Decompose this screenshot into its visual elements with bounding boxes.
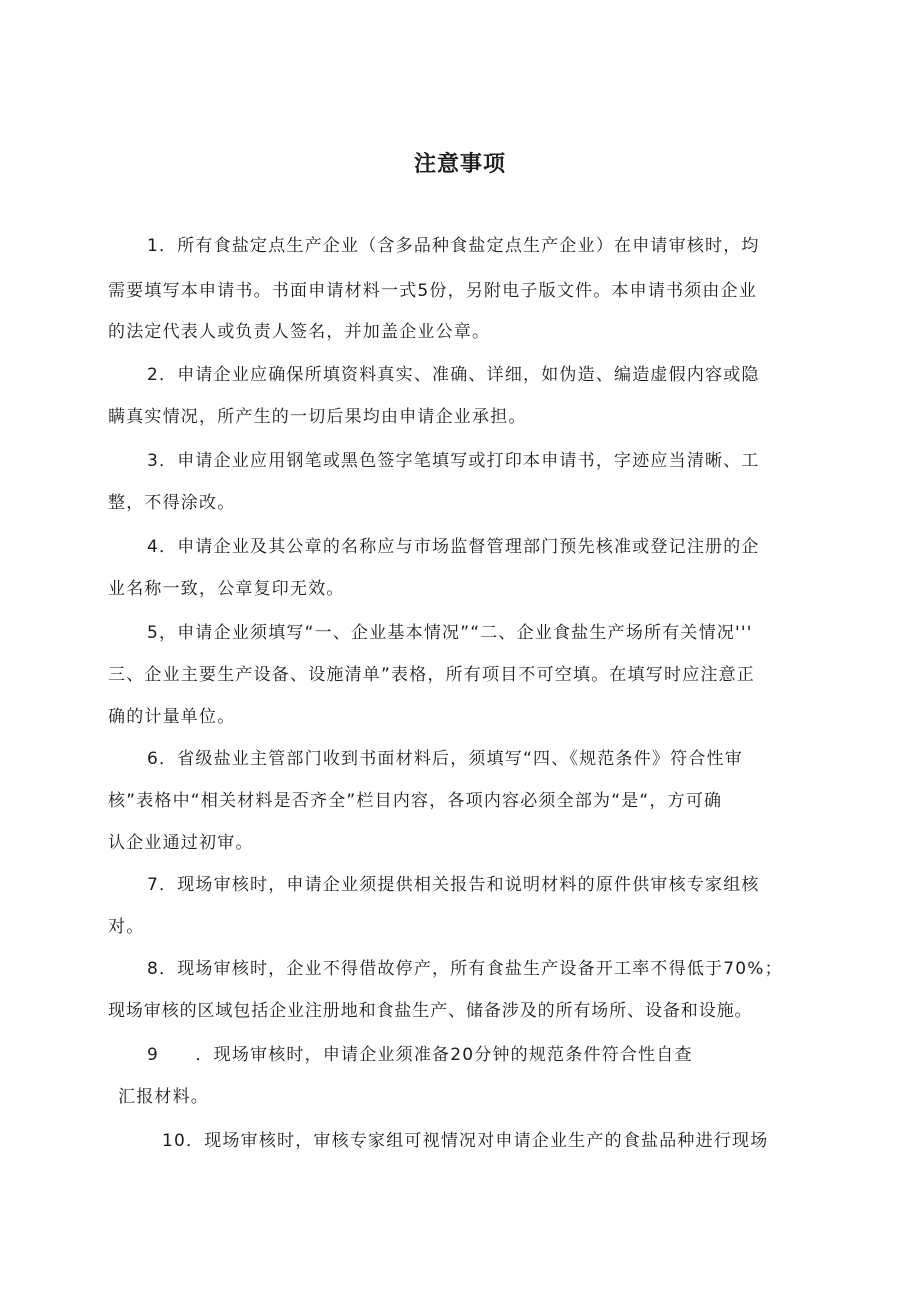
paragraph-line: 核”表格中“相关材料是否齐全”栏目内容，各项内容必须全部为“是“，方可确 [108, 791, 723, 811]
paragraph-line: 三、企业主要生产设备、设施清单”表格，所有项目不可空填。在填写时应注意正 [108, 665, 756, 685]
paragraph-line: 瞒真实情况，所产生的一切后果均由申请企业承担。 [108, 407, 527, 427]
paragraph-line: 6．省级盐业主管部门收到书面材料后，须填写“四、《规范条件》符合性审 [147, 749, 743, 769]
page-title: 注意事项 [413, 152, 506, 177]
paragraph-line: 需要填写本申请书。书面申请材料一式5份，另附电子版文件。本申请书须由企业 [108, 281, 758, 301]
paragraph-line: 认企业通过初审。 [108, 833, 254, 853]
paragraph-line: 5，申请企业须填写“一、企业基本情况”“二、企业食盐生产场所有关情况''' [147, 623, 753, 643]
paragraph-line: 的法定代表人或负责人签名，并加盖企业公章。 [108, 322, 491, 342]
paragraph-line: 9 ．现场审核时，申请企业须准备20分钟的规范条件符合性自查 [147, 1045, 693, 1065]
paragraph-line: 7．现场审核时，申请企业须提供相关报告和说明材料的原件供审核专家组核 [147, 875, 760, 895]
paragraph-line: 确的计量单位。 [108, 707, 236, 727]
paragraph-line: 汇报材料。 [118, 1087, 209, 1107]
paragraph-line: 现场审核的区域包括企业注册地和食盐生产、储备涉及的所有场所、设备和设施。 [108, 1001, 753, 1021]
paragraph-line: 2．申请企业应确保所填资料真实、准确、详细，如伪造、编造虚假内容或隐 [147, 365, 760, 385]
paragraph-line: 业名称一致，公章复印无效。 [108, 579, 345, 599]
paragraph-line: 整，不得涂改。 [108, 493, 236, 513]
paragraph-line: 4．申请企业及其公章的名称应与市场监督管理部门预先核准或登记注册的企 [147, 537, 760, 557]
paragraph-line: 1．所有食盐定点生产企业（含多品种食盐定点生产企业）在申请审核时，均 [147, 236, 760, 256]
paragraph-line: 8．现场审核时，企业不得借故停产，所有食盐生产设备开工率不得低于70%； [147, 959, 783, 979]
paragraph-line: 3．申请企业应用钢笔或黑色签字笔填写或打印本申请书，字迹应当清晰、工 [147, 451, 760, 471]
paragraph-line: 对。 [108, 917, 145, 937]
paragraph-line: 10．现场审核时，审核专家组可视情况对申请企业生产的食盐品种进行现场 [162, 1131, 769, 1151]
